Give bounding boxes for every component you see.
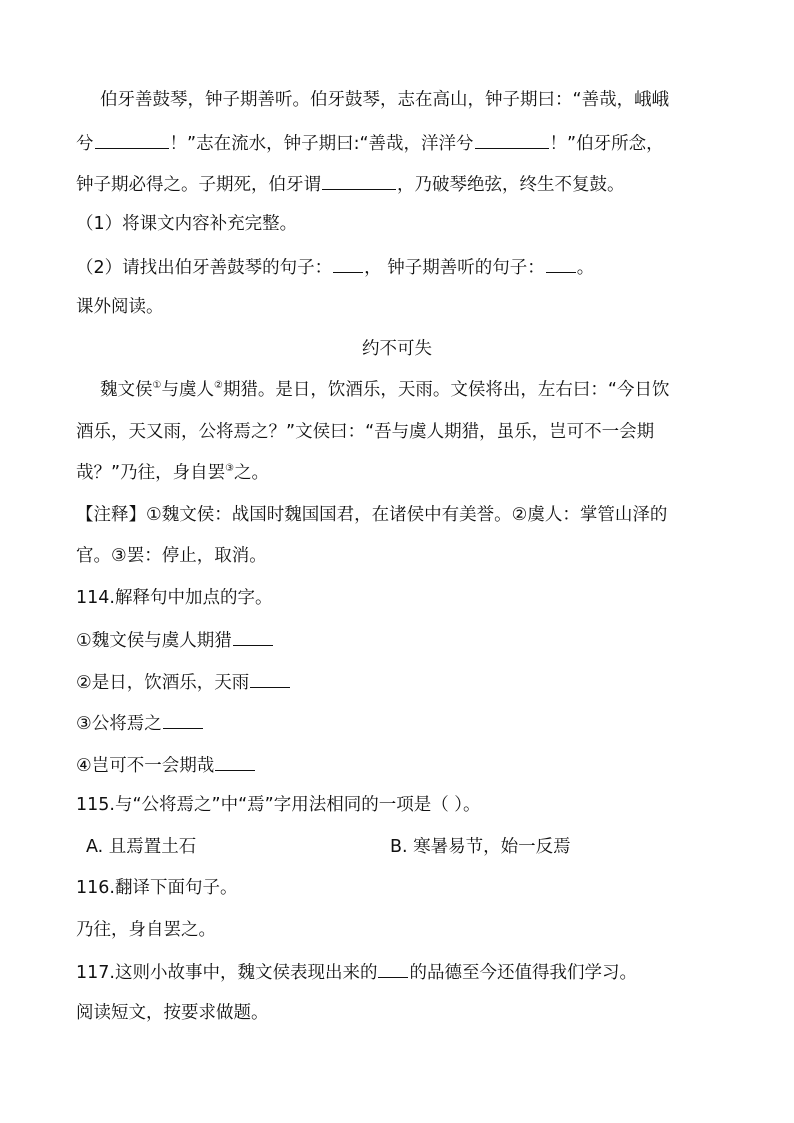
- next-section-label: 阅读短文，按要求做题。: [76, 1003, 269, 1023]
- question-117: 117.这则小故事中，魏文侯表现出来的 的品德至今还值得我们学习。: [76, 959, 726, 985]
- fill-blank[interactable]: [546, 254, 576, 273]
- question-114-item-3: ③公将焉之: [76, 710, 726, 736]
- question-114: 114.解释句中加点的字。: [76, 588, 273, 608]
- fill-blank[interactable]: [475, 130, 549, 149]
- passage1-line-3: 钟子期必得之。子期死，伯牙谓 ，乃破琴绝弦，终生不复鼓。: [76, 171, 726, 197]
- fill-blank[interactable]: [333, 254, 363, 273]
- question-116-sentence: 乃往，身自罢之。: [76, 920, 216, 940]
- fill-blank[interactable]: [163, 710, 203, 729]
- story-line-1: 魏文侯①与虞人②期猎。是日，饮酒乐，天雨。文侯将出，左右曰：“今日饮: [100, 380, 670, 400]
- question-2: （2）请找出伯牙善鼓琴的句子： ， 钟子期善听的句子： 。: [76, 254, 726, 280]
- question-114-item-2: ②是日，饮酒乐，天雨: [76, 669, 726, 695]
- story-line-2: 酒乐，天又雨，公将焉之？”文侯曰：“吾与虞人期猎，虽乐，岂可不一会期: [76, 422, 655, 442]
- footnote-marker: ②: [213, 380, 223, 391]
- fill-blank[interactable]: [233, 627, 273, 646]
- option-b[interactable]: B. 寒暑易节，始一反焉: [390, 837, 571, 857]
- question-116: 116.翻译下面句子。: [76, 878, 238, 898]
- fill-blank[interactable]: [322, 171, 396, 190]
- question-114-item-4: ④岂可不一会期哉: [76, 752, 726, 778]
- passage1-line-2: 兮 ！”志在流水，钟子期曰:“善哉，洋洋兮 ！”伯牙所念，: [76, 130, 726, 156]
- story-line-3: 哉？”乃往，身自罢③之。: [76, 463, 270, 483]
- option-a[interactable]: A. 且焉置土石: [86, 837, 197, 857]
- footnote-marker: ③: [225, 463, 235, 474]
- question-1: （1）将课文内容补充完整。: [76, 214, 298, 234]
- fill-blank[interactable]: [95, 130, 169, 149]
- fill-blank[interactable]: [250, 669, 290, 688]
- story-note-2: 官。③罢：停止，取消。: [76, 546, 267, 566]
- section-label: 课外阅读。: [76, 297, 164, 317]
- fill-blank[interactable]: [215, 752, 255, 771]
- passage1-line-1: 伯牙善鼓琴，钟子期善听。伯牙鼓琴，志在高山，钟子期曰：“善哉，峨峨: [100, 90, 670, 110]
- footnote-marker: ①: [152, 380, 162, 391]
- story-note-1: 【注释】①魏文侯：战国时魏国国君，在诸侯中有美誉。②虞人：掌管山泽的: [76, 505, 668, 525]
- question-114-item-1: ①魏文侯与虞人期猎: [76, 627, 726, 653]
- fill-blank[interactable]: [378, 959, 408, 978]
- question-115: 115.与“公将焉之”中“焉”字用法相同的一项是（ ）。: [76, 795, 481, 815]
- story-title: 约不可失: [362, 339, 432, 359]
